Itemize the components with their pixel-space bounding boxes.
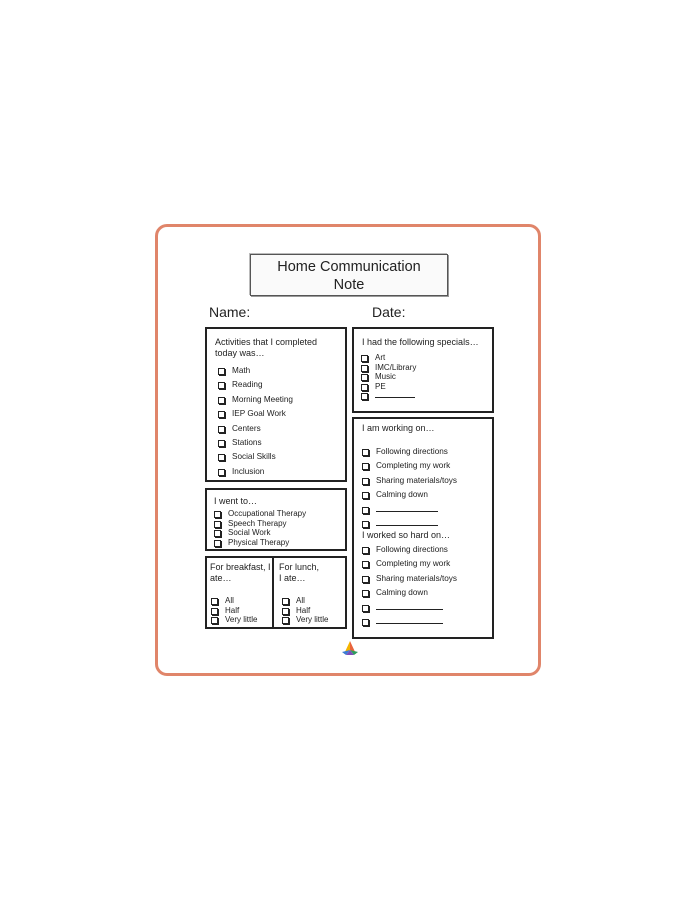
list-item[interactable] (362, 503, 457, 517)
name-label: Name: (209, 304, 251, 320)
list-item[interactable] (214, 538, 306, 548)
therapy-label: Occupational Therapy (228, 509, 307, 518)
checkbox-icon[interactable] (218, 397, 225, 404)
checkbox-icon[interactable] (362, 576, 369, 583)
lunch-header-line-1: For lunch, (279, 562, 320, 572)
list-item[interactable] (211, 606, 257, 616)
checkbox-icon[interactable] (214, 530, 221, 537)
list-item[interactable] (362, 474, 457, 488)
goal-label: Calming down (376, 588, 428, 598)
date-label: Date: (372, 304, 406, 320)
list-item[interactable] (214, 528, 306, 538)
special-label: PE (375, 381, 386, 391)
goal-label: Calming down (376, 490, 428, 500)
breakfast-header-line-1: For breakfast, I (210, 562, 271, 572)
checkbox-icon[interactable] (362, 605, 369, 612)
activities-header-line-2: today was… (215, 348, 265, 358)
worked-hard-header: I worked so hard on… (362, 530, 451, 540)
amount-label: Half (296, 605, 311, 615)
therapy-label: Speech Therapy (228, 518, 287, 528)
went-to-list (214, 509, 306, 547)
checkbox-icon[interactable] (211, 598, 218, 605)
title-line-2: Note (333, 277, 365, 293)
checkbox-icon[interactable] (362, 463, 369, 470)
list-item[interactable] (218, 422, 293, 436)
checkbox-icon[interactable] (361, 374, 368, 381)
title-line-1: Home Communication (277, 259, 421, 275)
goal-blank-line[interactable] (376, 623, 443, 624)
activity-label: Math (232, 366, 251, 375)
list-item[interactable] (218, 407, 293, 421)
list-item[interactable] (218, 450, 293, 464)
goal-blank-line[interactable] (376, 525, 438, 526)
goal-label: Following directions (376, 545, 448, 554)
list-item[interactable] (282, 596, 328, 606)
checkbox-icon[interactable] (214, 540, 221, 547)
list-item[interactable] (362, 572, 457, 586)
list-item[interactable] (362, 445, 457, 459)
checkbox-icon[interactable] (362, 547, 369, 554)
list-item[interactable] (218, 436, 293, 450)
therapy-label: Social Work (228, 528, 271, 538)
amount-label: All (296, 596, 305, 605)
meals-divider (272, 556, 274, 629)
list-item[interactable] (218, 364, 293, 378)
list-item[interactable] (211, 596, 257, 606)
activity-label: Reading (232, 380, 263, 390)
activity-label: Morning Meeting (232, 394, 293, 404)
goal-blank-line[interactable] (376, 511, 438, 512)
checkbox-icon[interactable] (362, 590, 369, 597)
list-item[interactable] (218, 378, 293, 392)
list-item[interactable] (282, 606, 328, 616)
checkbox-icon[interactable] (282, 598, 289, 605)
colorful-logo-icon (341, 640, 359, 656)
checkbox-icon[interactable] (362, 507, 369, 514)
lunch-list (282, 596, 328, 625)
checkbox-icon[interactable] (218, 426, 225, 433)
went-to-header: I went to… (214, 496, 258, 506)
list-item[interactable] (214, 519, 306, 529)
lunch-header-line-2: I ate… (279, 573, 306, 583)
activity-label: IEP Goal Work (232, 409, 286, 419)
list-item[interactable] (361, 391, 416, 401)
list-item[interactable] (362, 586, 457, 600)
list-item[interactable] (362, 543, 457, 557)
specials-list (361, 353, 416, 401)
checkbox-icon[interactable] (214, 521, 221, 528)
list-item[interactable] (361, 372, 416, 382)
list-item[interactable] (361, 363, 416, 373)
checkbox-icon[interactable] (218, 469, 225, 476)
list-item[interactable] (362, 557, 457, 571)
list-item[interactable] (362, 615, 457, 629)
lunch-header (279, 562, 319, 584)
checkbox-icon[interactable] (361, 384, 368, 391)
amount-label: Very little (296, 615, 329, 625)
list-item[interactable] (218, 465, 293, 479)
note-title (250, 254, 448, 296)
checkbox-icon[interactable] (362, 492, 369, 499)
goal-label: Sharing materials/toys (376, 475, 457, 485)
specials-header: I had the following specials… (362, 337, 479, 347)
working-on-header: I am working on… (362, 423, 435, 433)
checkbox-icon[interactable] (361, 355, 368, 362)
goal-label: Completing my work (376, 461, 451, 471)
checkbox-icon[interactable] (362, 561, 369, 568)
checkbox-icon[interactable] (218, 368, 225, 375)
activities-header-line-1: Activities that I completed (215, 337, 318, 347)
list-item[interactable] (362, 459, 457, 473)
checkbox-icon[interactable] (361, 393, 368, 400)
activities-list (218, 364, 293, 479)
activity-label: Centers (232, 423, 261, 433)
list-item[interactable] (282, 615, 328, 625)
breakfast-header (210, 562, 271, 584)
amount-label: All (225, 596, 234, 605)
checkbox-icon[interactable] (282, 608, 289, 615)
checkbox-icon[interactable] (361, 365, 368, 372)
activity-label: Social Skills (232, 452, 276, 462)
special-blank-line[interactable] (375, 397, 415, 398)
activity-label: Stations (232, 438, 262, 448)
list-item[interactable] (361, 382, 416, 392)
worked-hard-list (362, 543, 457, 629)
activities-header (215, 337, 317, 359)
working-on-list (362, 445, 457, 531)
therapy-label: Physical Therapy (228, 537, 290, 547)
amount-label: Half (225, 605, 240, 615)
goal-blank-line[interactable] (376, 609, 443, 610)
checkbox-icon[interactable] (362, 478, 369, 485)
checkbox-icon[interactable] (218, 454, 225, 461)
list-item[interactable] (214, 509, 306, 519)
checkbox-icon[interactable] (211, 617, 218, 624)
checkbox-icon[interactable] (282, 617, 289, 624)
checkbox-icon[interactable] (214, 511, 221, 518)
checkbox-icon[interactable] (362, 521, 369, 528)
special-label: Music (375, 372, 396, 382)
checkbox-icon[interactable] (218, 411, 225, 418)
list-item[interactable] (362, 488, 457, 502)
checkbox-icon[interactable] (218, 382, 225, 389)
breakfast-list (211, 596, 257, 625)
goal-label: Completing my work (376, 559, 451, 569)
list-item[interactable] (361, 353, 416, 363)
list-item[interactable] (362, 601, 457, 615)
checkbox-icon[interactable] (362, 449, 369, 456)
goal-label: Following directions (376, 447, 448, 456)
goal-label: Sharing materials/toys (376, 573, 457, 583)
checkbox-icon[interactable] (211, 608, 218, 615)
special-label: IMC/Library (375, 362, 417, 372)
checkbox-icon[interactable] (218, 440, 225, 447)
list-item[interactable] (211, 615, 257, 625)
activity-label: Inclusion (232, 466, 265, 476)
breakfast-header-line-2: ate… (210, 573, 232, 583)
amount-label: Very little (225, 615, 258, 625)
checkbox-icon[interactable] (362, 619, 369, 626)
special-label: Art (375, 353, 386, 362)
list-item[interactable] (218, 393, 293, 407)
